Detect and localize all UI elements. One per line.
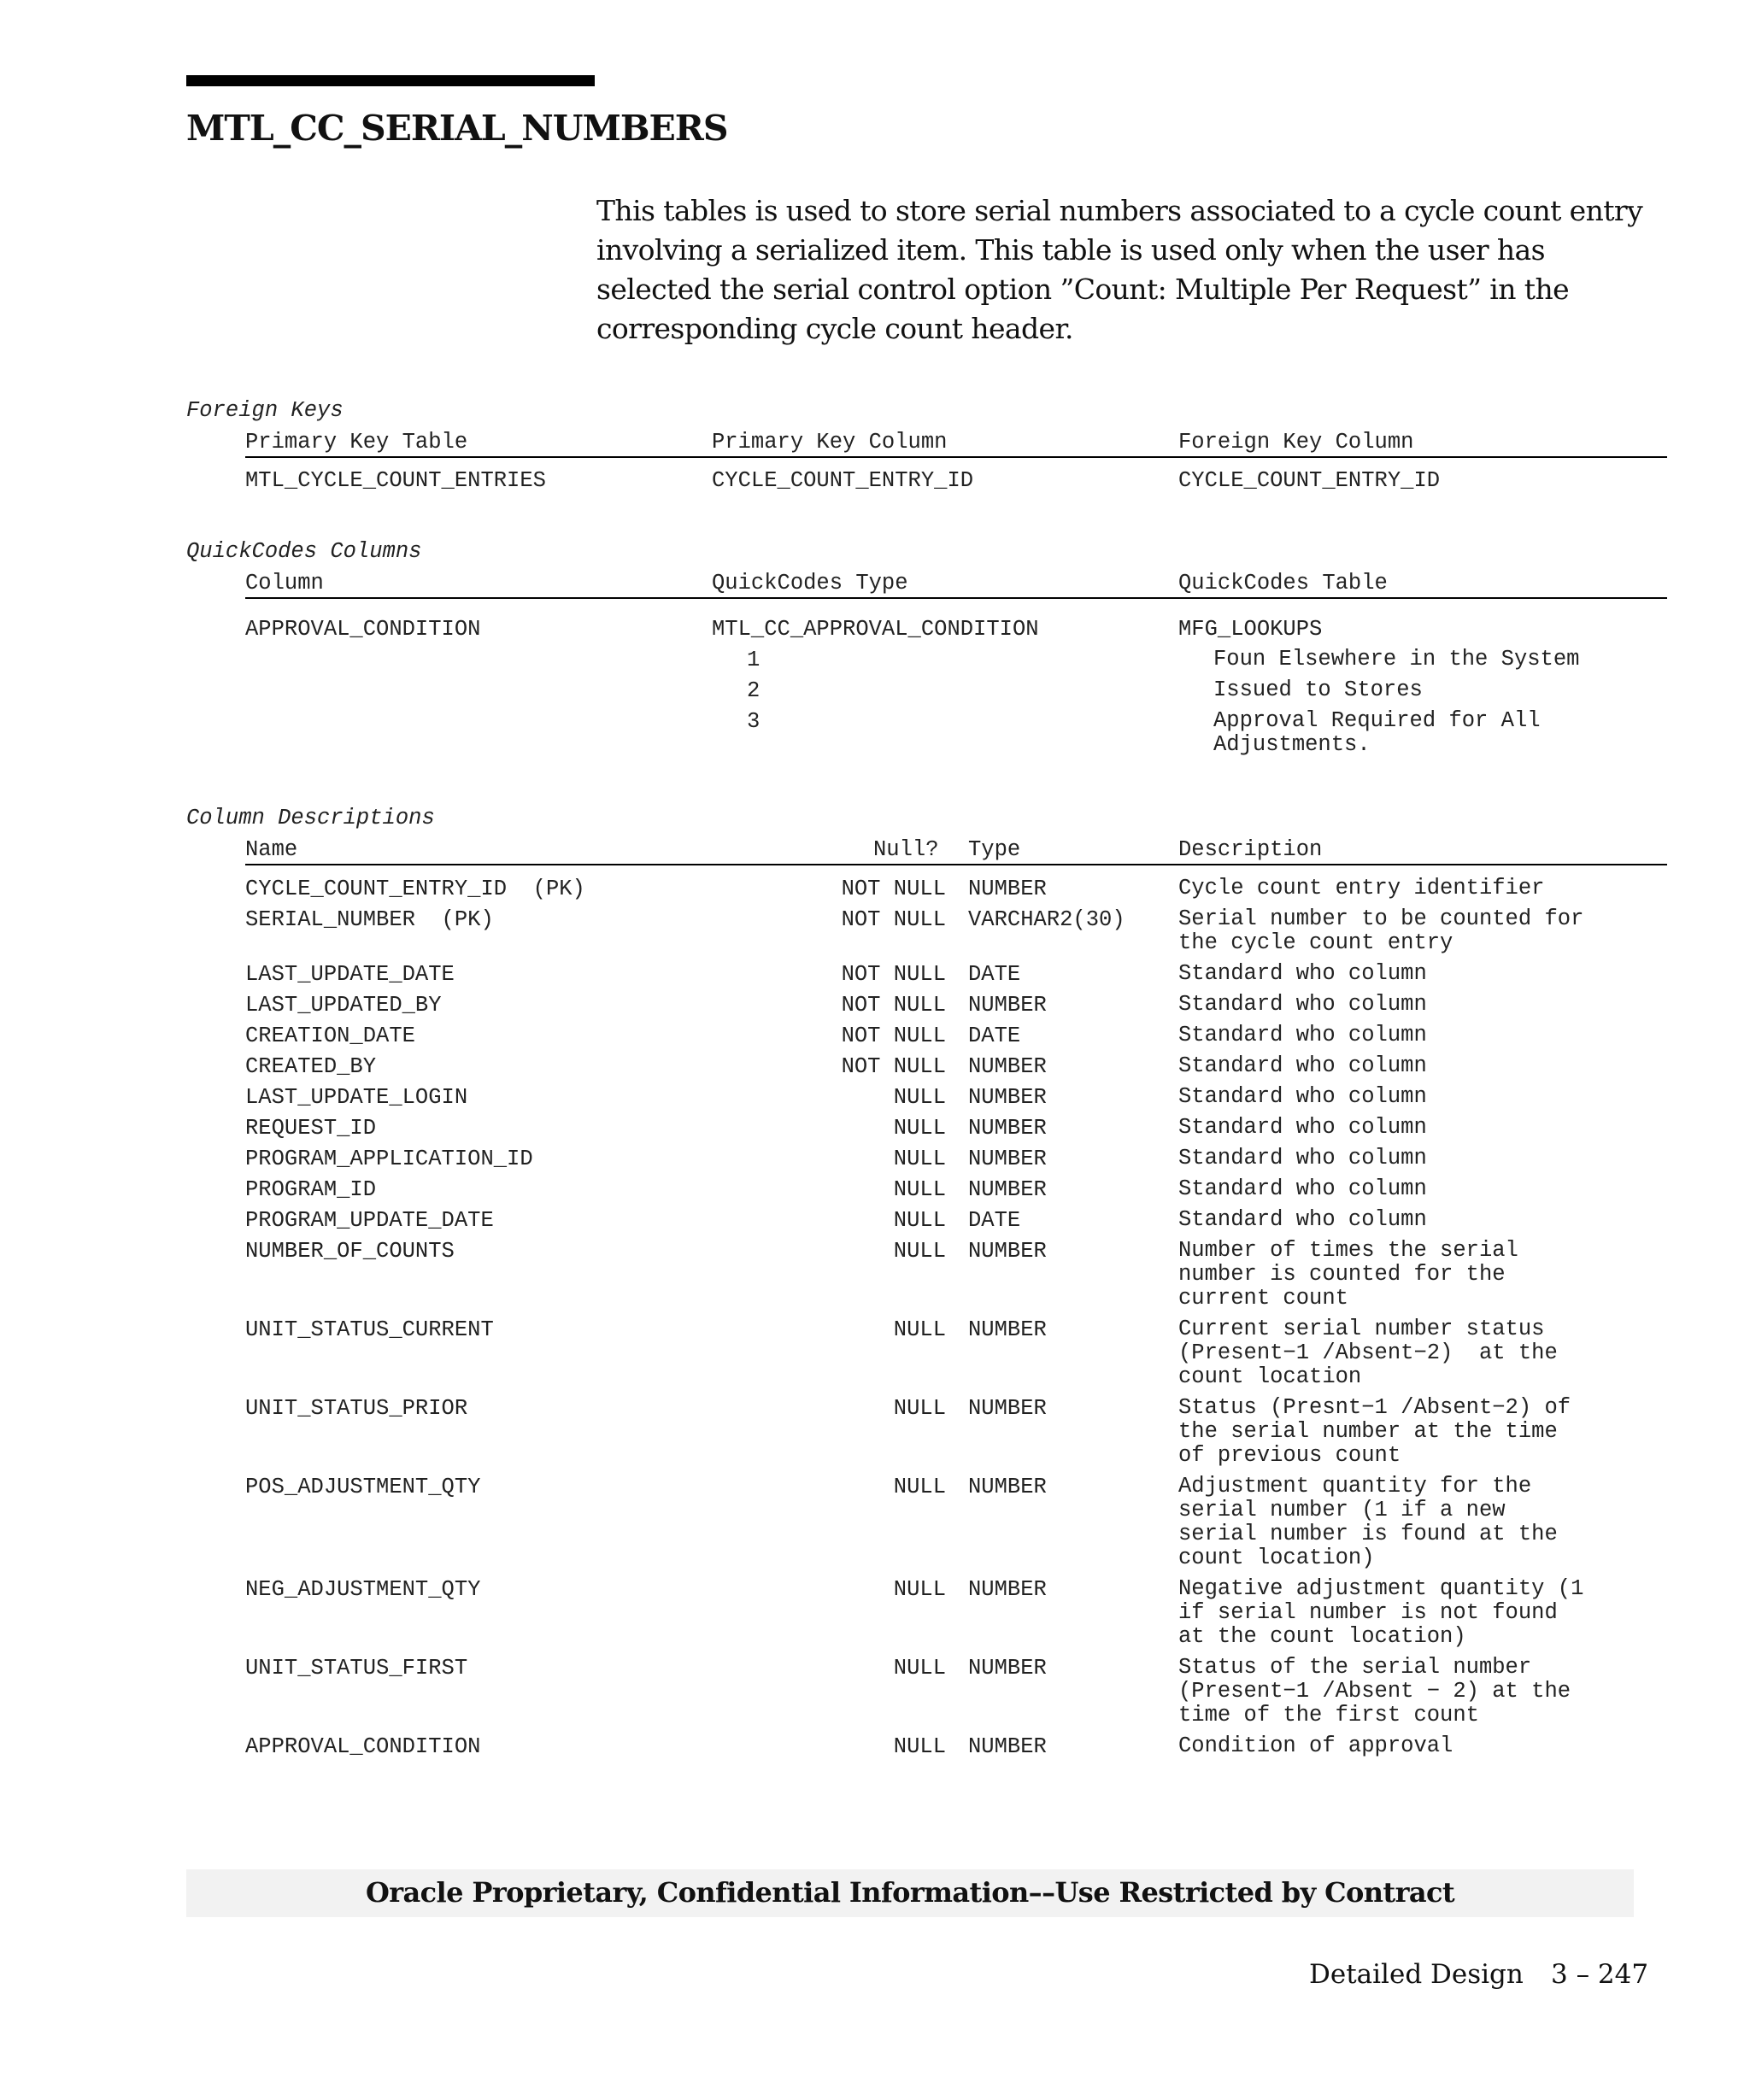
column-name: CYCLE_COUNT_ENTRY_ID (PK) — [245, 877, 585, 901]
qc-code: 3 — [747, 709, 760, 734]
column-description: Standard who column — [1178, 1084, 1427, 1109]
column-null: NOT NULL — [841, 877, 946, 901]
column-description: Standard who column — [1178, 1115, 1427, 1140]
column-type: NUMBER — [968, 1116, 1047, 1141]
qc-meaning: Issued to Stores — [1213, 678, 1423, 702]
qc-code: 1 — [747, 648, 760, 672]
column-description: Current serial number status (Present−1 /Absent−2) at the count location — [1178, 1317, 1558, 1389]
column-description: Standard who column — [1178, 1146, 1427, 1170]
qc-meaning: Approval Required for All Adjustments. — [1213, 708, 1541, 757]
quickcodes-heading: QuickCodes Columns — [186, 539, 422, 564]
column-type: NUMBER — [968, 993, 1047, 1018]
column-name: PROGRAM_APPLICATION_ID — [245, 1147, 533, 1171]
column-name: UNIT_STATUS_FIRST — [245, 1656, 468, 1681]
column-type: NUMBER — [968, 1656, 1047, 1681]
column-null: NOT NULL — [841, 962, 946, 987]
page-title: MTL_CC_SERIAL_NUMBERS — [186, 108, 728, 149]
column-type: NUMBER — [968, 1054, 1047, 1079]
column-name: PROGRAM_UPDATE_DATE — [245, 1208, 494, 1233]
column-null: NOT NULL — [841, 1024, 946, 1048]
cd-header-type: Type — [968, 837, 1021, 862]
column-null: NOT NULL — [841, 993, 946, 1018]
column-type: VARCHAR2(30) — [968, 907, 1125, 932]
column-description: Status of the serial number (Present−1 /Absent − 2) at the time of the first count — [1178, 1655, 1571, 1728]
column-name: UNIT_STATUS_CURRENT — [245, 1317, 494, 1342]
fk-header-pk-column: Primary Key Column — [712, 430, 948, 455]
column-name: POS_ADJUSTMENT_QTY — [245, 1475, 481, 1499]
column-type: DATE — [968, 1024, 1021, 1048]
fk-fk-column: CYCLE_COUNT_ENTRY_ID — [1178, 468, 1441, 493]
title-rule — [186, 75, 595, 86]
table-intro: This tables is used to store serial numbers associated to a cycle count entry involving a serialized item. This table is used only when the user has selected the serial control option ”Count: Multiple Per Request” in the corresponding cycle count header. — [596, 194, 1643, 345]
column-null: NOT NULL — [841, 1054, 946, 1079]
column-null: NULL — [893, 1147, 946, 1171]
cd-header-description: Description — [1178, 837, 1323, 862]
column-description: Standard who column — [1178, 961, 1427, 986]
qc-column: APPROVAL_CONDITION — [245, 617, 481, 642]
column-description: Serial number to be counted for the cycle count entry — [1178, 906, 1584, 955]
qc-header-rule — [245, 597, 1667, 599]
column-null: NULL — [893, 1396, 946, 1421]
qc-header-column: Column — [245, 571, 324, 595]
footer-section-name: Detailed Design — [1309, 1959, 1524, 1990]
column-description: Status (Presnt−1 /Absent−2) of the serial number at the time of previous count — [1178, 1395, 1571, 1468]
column-description: Standard who column — [1178, 1176, 1427, 1201]
qc-header-type: QuickCodes Type — [712, 571, 908, 595]
column-description: Cycle count entry identifier — [1178, 876, 1545, 900]
column-name: CREATION_DATE — [245, 1024, 415, 1048]
column-name: REQUEST_ID — [245, 1116, 377, 1141]
column-type: NUMBER — [968, 1147, 1047, 1171]
column-null: NULL — [893, 1208, 946, 1233]
column-null: NULL — [893, 1177, 946, 1202]
qc-header-table: QuickCodes Table — [1178, 571, 1388, 595]
column-type: NUMBER — [968, 1577, 1047, 1602]
column-name: NUMBER_OF_COUNTS — [245, 1239, 455, 1264]
fk-header-fk-column: Foreign Key Column — [1178, 430, 1414, 455]
column-name: NEG_ADJUSTMENT_QTY — [245, 1577, 481, 1602]
column-type: NUMBER — [968, 1734, 1047, 1759]
cd-header-name: Name — [245, 837, 298, 862]
qc-table: MFG_LOOKUPS — [1178, 617, 1323, 642]
column-description: Condition of approval — [1178, 1733, 1453, 1758]
column-type: DATE — [968, 1208, 1021, 1233]
column-type: NUMBER — [968, 1475, 1047, 1499]
confidentiality-notice: Oracle Proprietary, Confidential Information––Use Restricted by Contract — [365, 1876, 1455, 1909]
qc-meaning: Foun Elsewhere in the System — [1213, 647, 1580, 672]
fk-header-pk-table: Primary Key Table — [245, 430, 468, 455]
fk-pk-table: MTL_CYCLE_COUNT_ENTRIES — [245, 468, 546, 493]
column-type: NUMBER — [968, 1317, 1047, 1342]
column-description: Adjustment quantity for the serial number (1 if a new serial number is found at the count location) — [1178, 1474, 1558, 1570]
column-name: APPROVAL_CONDITION — [245, 1734, 481, 1759]
column-name: CREATED_BY — [245, 1054, 377, 1079]
column-name: PROGRAM_ID — [245, 1177, 377, 1202]
column-null: NOT NULL — [841, 907, 946, 932]
column-type: NUMBER — [968, 877, 1047, 901]
column-description: Standard who column — [1178, 992, 1427, 1017]
fk-header-rule — [245, 456, 1667, 458]
column-null: NULL — [893, 1577, 946, 1602]
column-type: NUMBER — [968, 1085, 1047, 1110]
column-type: NUMBER — [968, 1396, 1047, 1421]
qc-type: MTL_CC_APPROVAL_CONDITION — [712, 617, 1039, 642]
column-name: LAST_UPDATE_LOGIN — [245, 1085, 468, 1110]
column-null: NULL — [893, 1317, 946, 1342]
qc-code: 2 — [747, 678, 760, 703]
column-null: NULL — [893, 1734, 946, 1759]
column-type: NUMBER — [968, 1239, 1047, 1264]
cd-header-rule — [245, 864, 1667, 865]
column-description: Standard who column — [1178, 1023, 1427, 1047]
column-null: NULL — [893, 1085, 946, 1110]
column-name: LAST_UPDATED_BY — [245, 993, 442, 1018]
column-name: SERIAL_NUMBER (PK) — [245, 907, 494, 932]
column-null: NULL — [893, 1656, 946, 1681]
column-name: LAST_UPDATE_DATE — [245, 962, 455, 987]
column-description: Standard who column — [1178, 1207, 1427, 1232]
foreign-keys-heading: Foreign Keys — [186, 398, 344, 423]
column-name: UNIT_STATUS_PRIOR — [245, 1396, 468, 1421]
column-type: DATE — [968, 962, 1021, 987]
fk-pk-column: CYCLE_COUNT_ENTRY_ID — [712, 468, 974, 493]
column-null: NULL — [893, 1239, 946, 1264]
cd-header-null: Null? — [873, 837, 939, 862]
column-description: Negative adjustment quantity (1 if serial number is not found at the count location) — [1178, 1576, 1584, 1649]
column-null: NULL — [893, 1475, 946, 1499]
column-description: Standard who column — [1178, 1053, 1427, 1078]
column-description: Number of times the serial number is counted for the current count — [1178, 1238, 1518, 1311]
page-number: 3 – 247 — [1551, 1959, 1649, 1990]
column-descriptions-heading: Column Descriptions — [186, 806, 435, 830]
column-type: NUMBER — [968, 1177, 1047, 1202]
column-null: NULL — [893, 1116, 946, 1141]
